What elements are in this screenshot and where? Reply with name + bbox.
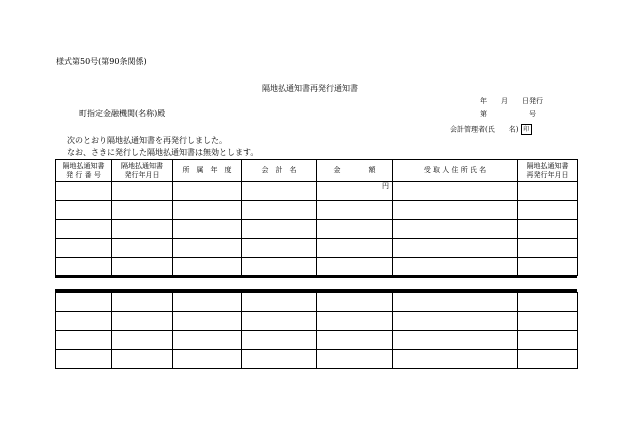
table-row [56,220,578,239]
issue-date-line: 年 月 日発行 [480,97,543,105]
table-row [56,258,578,276]
table-row [56,331,578,350]
table-row [56,201,578,220]
header-account-name: 会 計 名 [242,160,317,182]
table-row [56,182,578,201]
header-issue-date: 隔地払通知書 発行年月日 [112,160,173,182]
table-row [56,312,578,331]
reissue-table-upper [55,159,578,276]
table-row [56,239,578,258]
body-line-2: なお、さきに発行した隔地払通知書は無効とします。 [67,148,259,157]
table-row [56,293,578,312]
header-reissue-date: 隔地払通知書 再発行年月日 [518,160,578,182]
separator-thick-1 [55,275,577,278]
table-row [56,350,578,369]
reissue-table-lower [55,292,578,369]
header-amount: 金 額 [317,160,393,182]
header-issue-number: 隔地払通知書 発 行 番 号 [56,160,112,182]
document-number-line: 第 号 [480,110,536,118]
header-row [56,160,578,182]
header-fiscal-year: 所 属 年 度 [173,160,242,182]
amount-unit: 円 [317,182,393,201]
recipient-line: 町指定金融機関(名称)殿 [79,109,166,118]
official-name-line [450,124,532,135]
document-title: 隔地払通知書再発行通知書 [262,84,358,93]
body-line-1: 次のとおり隔地払通知書を再発行しました。 [67,136,227,145]
header-payee: 受 取 人 住 所 氏 名 [393,160,518,182]
official-label: 会計管理者(氏 名) [450,125,519,134]
form-number: 様式第50号(第90条関係) [56,57,147,66]
seal-mark: 印 [521,124,532,135]
